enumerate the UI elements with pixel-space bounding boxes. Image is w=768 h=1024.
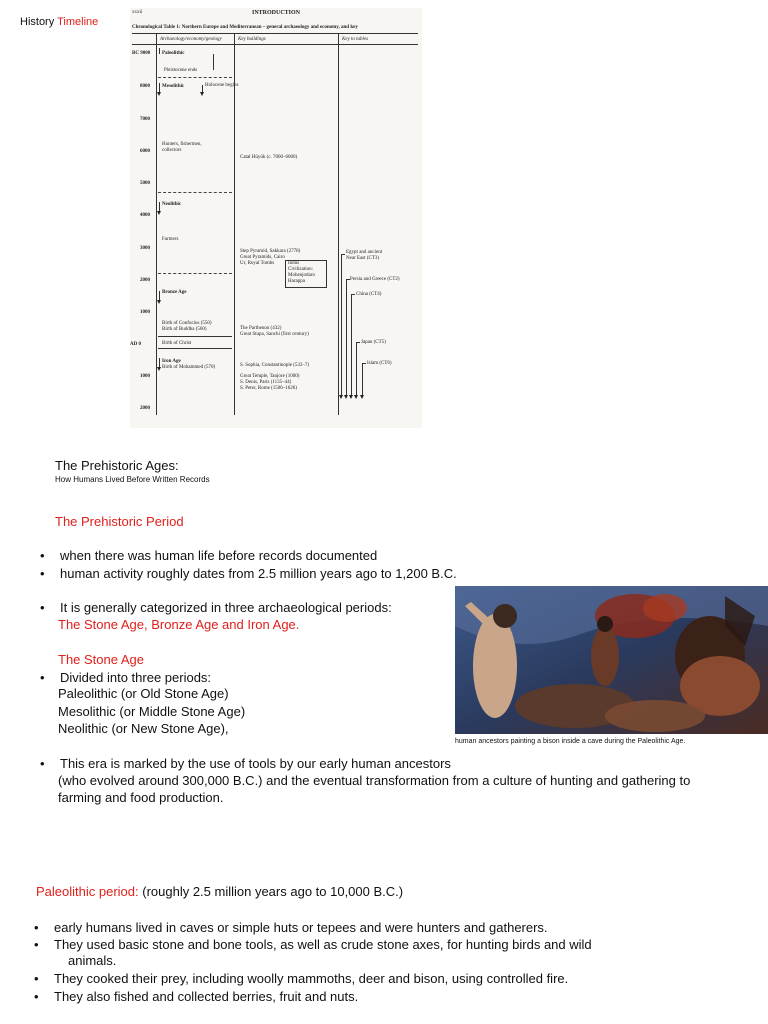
year-label: 1000 bbox=[140, 310, 150, 315]
doc-header bbox=[20, 16, 98, 28]
entry-holocene: Holocene begins bbox=[205, 83, 239, 88]
col-header-key: Key to tables bbox=[342, 37, 369, 42]
image-caption: human ancestors painting a bison inside a cave during the Paleolithic Age. bbox=[455, 738, 686, 745]
entry-bronze-age: Bronze Age bbox=[162, 290, 187, 295]
year-label: AD 0 bbox=[130, 342, 141, 347]
entry-egypt-1: Egypt and ancient bbox=[346, 250, 383, 255]
entry-denis: S. Denis, Paris (1135–44) bbox=[240, 380, 292, 385]
entry-tanjore: Great Temple, Tanjore (1000) bbox=[240, 374, 300, 379]
year-label: BC 9000 bbox=[132, 51, 151, 56]
entry-indus-1: Indus bbox=[288, 261, 300, 266]
col-header-archaeology: Archaeology/economy/geology bbox=[160, 37, 222, 42]
list-item: • They cooked their prey, including woolly mammoths, deer and bison, using controlled fire. bbox=[34, 971, 569, 986]
entry-christ: Birth of Christ bbox=[162, 341, 192, 346]
entry-confucius: Birth of Confucius (550) bbox=[162, 321, 212, 326]
list-item: • They also fished and collected berries, fruit and nuts. bbox=[34, 989, 359, 1004]
entry-mohammed: Birth of Mohammed (570) bbox=[162, 365, 216, 370]
list-item: • It is generally categorized in three archaeological periods: bbox=[40, 600, 392, 615]
period-heading: The Prehistoric Period bbox=[55, 514, 184, 529]
era-line-3: farming and food production. bbox=[58, 790, 224, 805]
entry-egypt-2: Near East (CT3) bbox=[346, 256, 380, 261]
paleo-bullet-2-cont: animals. bbox=[68, 953, 117, 968]
year-label: 2000 bbox=[140, 406, 150, 411]
entry-great-pyramids: Great Pyramids, Cairo bbox=[240, 255, 285, 260]
year-label: 5000 bbox=[140, 181, 150, 186]
list-item: • They used basic stone and bone tools, as well as crude stone axes, for hunting birds and wild bbox=[34, 937, 592, 952]
list-item: • Divided into three periods: bbox=[40, 670, 212, 685]
entry-neolithic: Neolithic bbox=[162, 202, 182, 207]
entry-indus-4: Harappa bbox=[288, 279, 305, 284]
entry-china: China (CT4) bbox=[356, 292, 382, 297]
year-label: 1000 bbox=[140, 374, 150, 379]
header-prefix: History bbox=[20, 16, 55, 28]
section-title: The Prehistoric Ages: bbox=[55, 458, 179, 473]
entry-buddha: Birth of Buddha (560) bbox=[162, 327, 207, 332]
list-item: • human activity roughly dates from 2.5 million years ago to 1,200 B.C. bbox=[40, 566, 457, 581]
list-item: • This era is marked by the use of tools by our early human ancestors bbox=[40, 756, 451, 771]
stone-age-heading: The Stone Age bbox=[58, 652, 145, 667]
year-label: 4000 bbox=[140, 213, 150, 218]
entry-indus-2: Civilization: bbox=[288, 267, 313, 272]
period-neolithic: Neolithic (or New Stone Age), bbox=[58, 721, 229, 736]
col-header-buildings: Key buildings bbox=[238, 37, 266, 42]
entry-farmers: Farmers bbox=[162, 237, 179, 242]
entry-hunters-1: Hunters, fishermen, bbox=[162, 142, 202, 147]
entry-sanchi: Great Stupa, Sanchi (first century) bbox=[240, 332, 309, 337]
entry-pleistocene: Pleistocene ends bbox=[164, 68, 198, 73]
entry-hunters-2: collectors bbox=[162, 148, 182, 153]
cave-painting-image bbox=[455, 586, 768, 734]
year-label: 7000 bbox=[140, 117, 150, 122]
year-label: 2000 bbox=[140, 278, 150, 283]
cave-painting-illustration bbox=[455, 586, 768, 734]
era-line-2: (who evolved around 300,000 B.C.) and the eventual transformation from a culture of hunting and gathering to bbox=[58, 773, 691, 788]
entry-japan: Japan (CT5) bbox=[361, 340, 386, 345]
entry-peter: S. Peter, Rome (1506–1626) bbox=[240, 386, 297, 391]
year-label: 6000 bbox=[140, 149, 150, 154]
ages-line: The Stone Age, Bronze Age and Iron Age. bbox=[58, 617, 300, 632]
paleolithic-period-heading bbox=[36, 884, 403, 899]
period-paleolithic: Paleolithic (or Old Stone Age) bbox=[58, 686, 229, 701]
table-title: Chronological Table 1: Northern Europe and Mediterranean – general archaeology and economy, and key bbox=[132, 25, 358, 30]
page-title: INTRODUCTION bbox=[252, 10, 301, 16]
entry-indus-3: Mohenjodaro bbox=[288, 273, 315, 278]
period-mesolithic: Mesolithic (or Middle Stone Age) bbox=[58, 704, 246, 719]
paleo-range: (roughly 2.5 million years ago to 10,000 B.C.) bbox=[138, 884, 404, 899]
section-subtitle: How Humans Lived Before Written Records bbox=[55, 475, 210, 484]
page-label: xxxii bbox=[132, 10, 143, 15]
header-highlight: Timeline bbox=[57, 16, 99, 28]
entry-sophia: S. Sophia, Constantinople (532–7) bbox=[240, 363, 310, 368]
entry-paleolithic: Paleolithic bbox=[162, 51, 185, 56]
year-label: 3000 bbox=[140, 246, 150, 251]
entry-persia: Persia and Greece (CT2) bbox=[350, 277, 400, 282]
list-item: • early humans lived in caves or simple huts or tepees and were hunters and gatherers. bbox=[34, 920, 548, 935]
entry-step-pyramid: Step Pyramid, Sakkara (2778) bbox=[240, 249, 301, 254]
paleo-heading: Paleolithic period: bbox=[36, 884, 139, 899]
entry-catal: Catal Hüyük (c. 7000–6000) bbox=[240, 155, 298, 160]
chronological-table-image bbox=[130, 8, 422, 428]
entry-parthenon: The Parthenon (432) bbox=[240, 326, 282, 331]
year-label: 8000 bbox=[140, 84, 150, 89]
entry-ur: Ur, Royal Tombs bbox=[240, 261, 275, 266]
entry-iron-age: Iron Age bbox=[162, 359, 181, 364]
entry-mesolithic: Mesolithic bbox=[162, 84, 185, 89]
entry-islam: Islam (CT6) bbox=[367, 361, 392, 366]
list-item: • when there was human life before records documented bbox=[40, 548, 378, 563]
